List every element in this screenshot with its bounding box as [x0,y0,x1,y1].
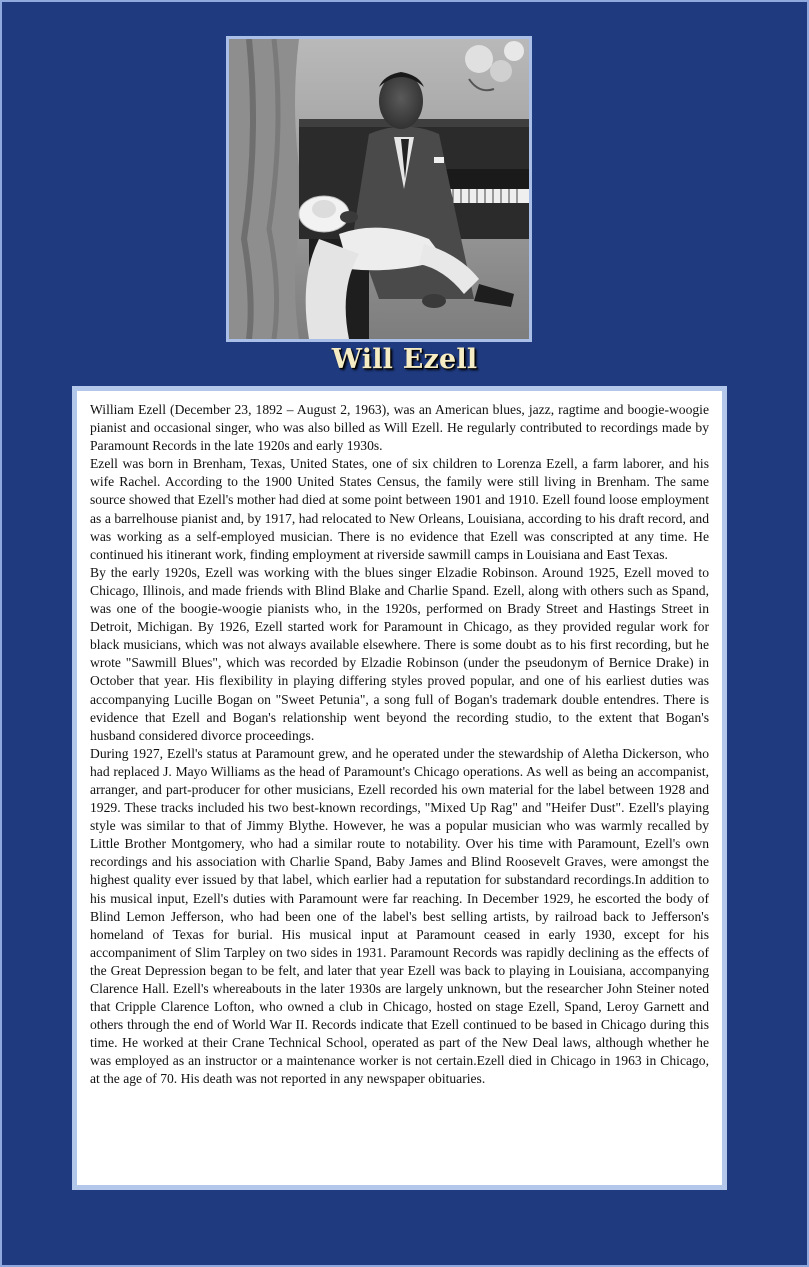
biography-panel [72,386,727,1190]
portrait-image [229,39,529,339]
bio-paragraph: During 1927, Ezell's status at Paramount grew, and he operated under the stewardship of Aletha Dickerson, who had replaced J. Mayo Williams as the head of Paramount's Chicago operations. As well as being an accompanist, arranger, and part-producer for other musicians, Ezell recorded his own material for the label between 1928 and 1929. These tracks included his two best-known recordings, "Mixed Up Rag" and "Heifer Dust". Ezell's playing style was similar to that of Jimmy Blythe. However, he was a popular musician who was warmly recalled by Little Brother Montgomery, who had a similar route to notability. Over his time with Paramount, Ezell's own recordings and his association with Charlie Spand, Baby James and Blind Roosevelt Graves, were amongst the highest quality ever issued by that label, which earlier had a reputation for substandard recordings.In addition to his musical input, Ezell's duties with Paramount were far reaching. In December 1929, he escorted the body of Blind Lemon Jefferson, who had been one of the label's best selling artists, by railroad back to Jefferson's homeland of Texas for burial. His musical input at Paramount ceased in early 1930, except for his accompaniment of Slim Tarpley on two sides in 1931. Paramount Records was rapidly declining as the effects of the Great Depression began to be felt, and later that year Ezell was back to playing in Louisiana, accompanying Clarence Hall. Ezell's whereabouts in the later 1930s are largely unknown, but the researcher John Steiner noted that Cripple Clarence Lofton, who owned a club in Chicago, hosted on stage Ezell, Spand, Leroy Garnett and others through the end of World War II. Records indicate that Ezell continued to be based in Chicago during this time. He worked at their Crane Technical School, operated as part of the New Deal laws, although whether he was employed as an instructor or a maintenance worker is not certain.Ezell died in Chicago in 1963 in Chicago, at the age of 70. His death was not reported in any newspaper obituaries. [90,745,709,1087]
bio-paragraph: Ezell was born in Brenham, Texas, United States, one of six children to Lorenza Ezell, a farm laborer, and his wife Rachel. According to the 1900 United States Census, the family were still living in Brenham. The same source showed that Ezell's mother had died at some point between 1901 and 1910. Ezell found loose employment as a barrelhouse pianist and, by 1917, had relocated to New Orleans, Louisiana, according to his draft record, and was working as a self-employed musician. There is no evidence that Ezell was conscripted at any time. He continued his itinerant work, finding employment at riverside sawmill camps in Louisiana and East Texas. [90,456,709,562]
bio-paragraph: By the early 1920s, Ezell was working with the blues singer Elzadie Robinson. Around 1925, Ezell moved to Chicago, Illinois, and made friends with Blind Blake and Charlie Spand. Ezell, along with others such as Spand, was one of the boogie-woogie pianists who, in the 1920s, performed on Brady Street and Hastings Street in Detroit, Michigan. By 1926, Ezell started work for Paramount in Chicago, as they provided regular work for black musicians, which was not always available elsewhere. There is some doubt as to his first recording, but he wrote "Sawmill Blues", which was recorded by Elzadie Robinson (under the pseudonym of Bernice Drake) in October that year. His flexibility in playing differing styles proved popular, and one of his earliest duties was accompanying Lucille Bogan on "Sweet Petunia", a song full of Bogan's trademark double entendres. There is evidence that Ezell and Bogan's relationship went beyond the recording studio, to the extent that Bogan's husband considered divorce proceedings. [90,564,709,743]
biography-text [90,401,709,1089]
bio-paragraph: William Ezell (December 23, 1892 – August 2, 1963), was an American blues, jazz, ragtime and boogie-woogie pianist and occasional singer, who was also billed as Will Ezell. He regularly contributed to recordings made by Paramount Records in the late 1920s and early 1930s. [90,402,709,454]
page-title: Will Ezell [331,344,478,375]
portrait-photo [226,36,532,342]
